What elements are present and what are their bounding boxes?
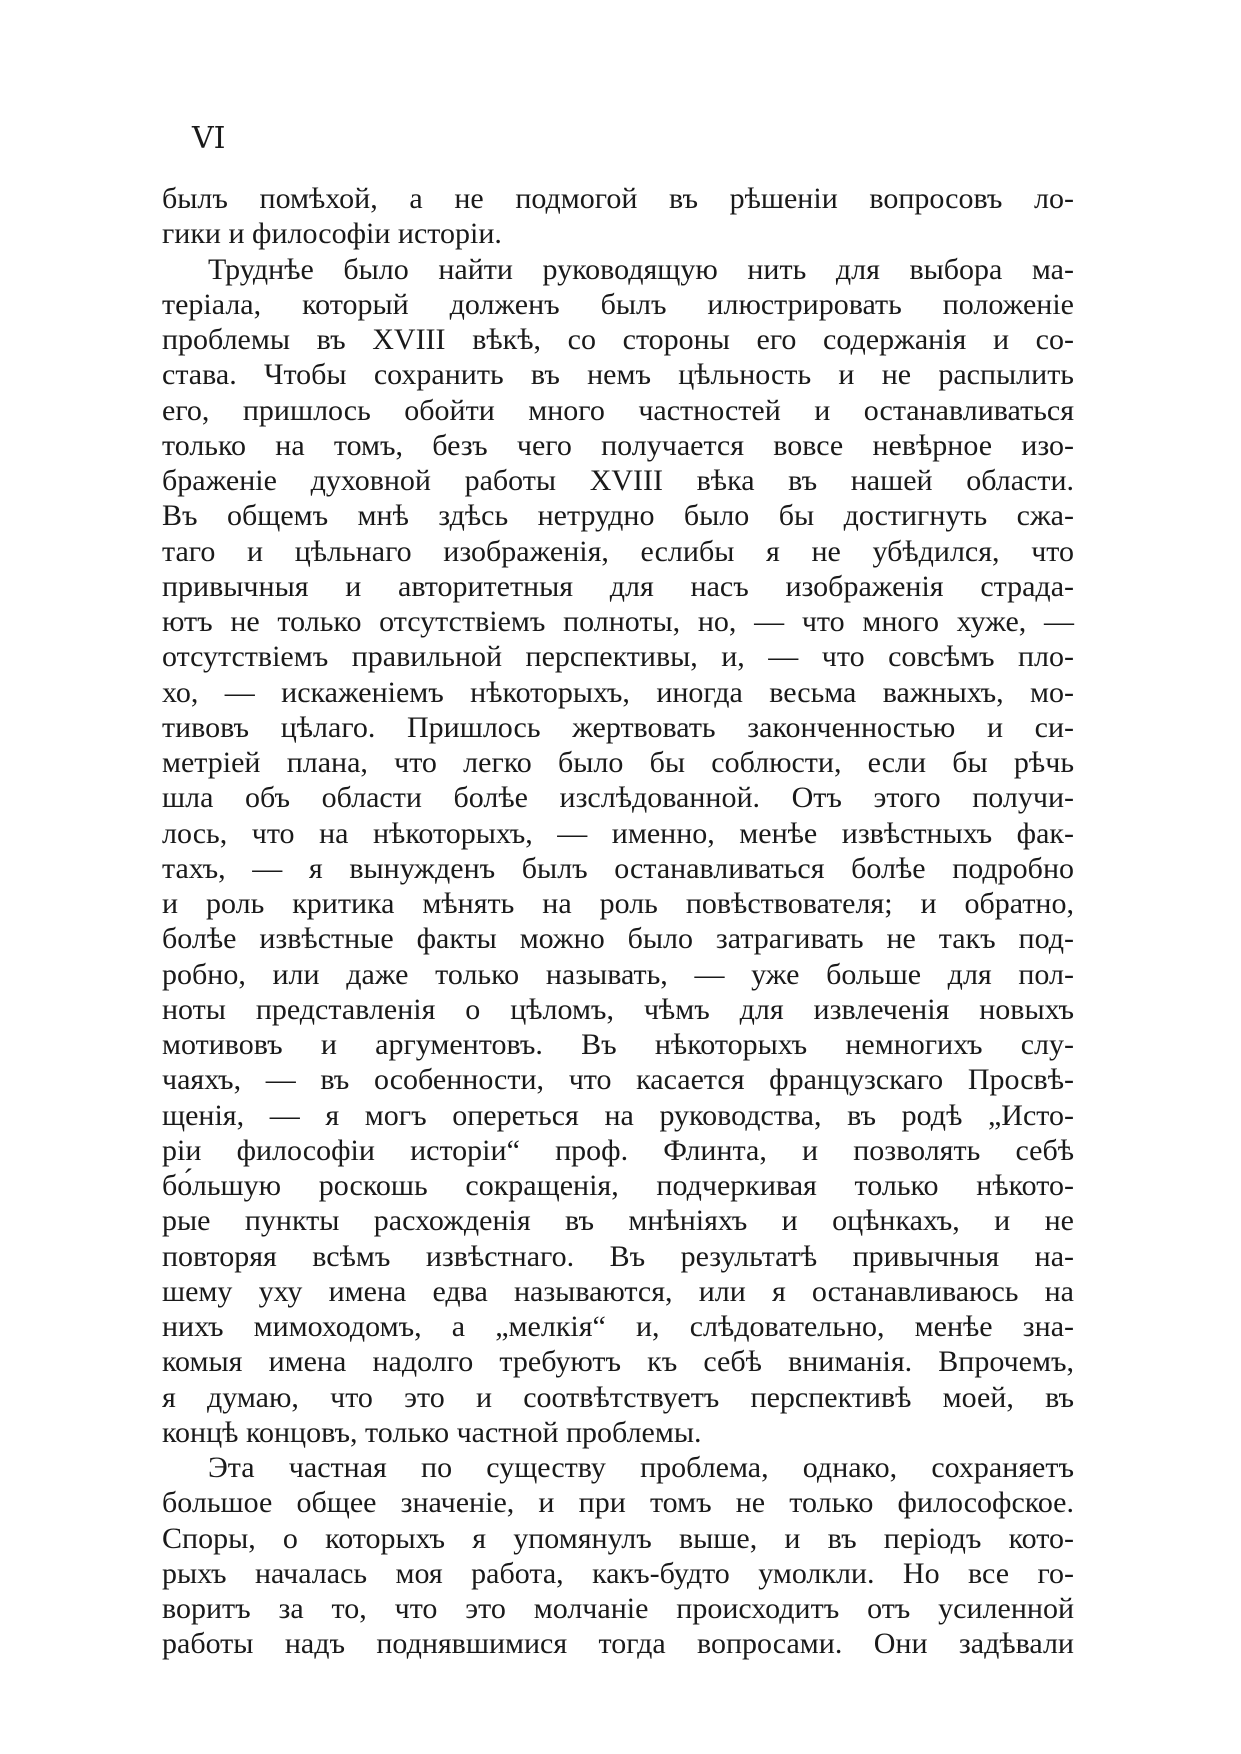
text-line: шему уху имена едва называются, или я останавливаюсь на: [162, 1274, 1074, 1308]
text-line: ноты представленія о цѣломъ, чѣмъ для извлеченія новыхъ: [162, 992, 1074, 1026]
body-text: [162, 181, 1074, 1662]
text-line: Труднѣе было найти руководящую нить для выбора ма-: [208, 252, 1074, 286]
text-line: я думаю, что это и соотвѣтствуетъ перспективѣ моей, въ: [162, 1380, 1074, 1414]
text-line: ріи философіи исторіи“ проф. Флинта, и позволять себѣ: [162, 1133, 1074, 1167]
text-line: повторяя всѣмъ извѣстнаго. Въ результатѣ привычныя на-: [162, 1239, 1074, 1273]
text-line: отсутствіемъ правильной перспективы, и, — что совсѣмъ пло-: [162, 640, 1074, 674]
text-line: става. Чтобы сохранить въ немъ цѣльность и не распылить: [162, 358, 1074, 392]
text-line: Эта частная по существу проблема, однако, сохраняетъ: [208, 1451, 1074, 1484]
text-line: чаяхъ, — въ особенности, что касается французскаго Просвѣ-: [162, 1063, 1074, 1097]
text-line: тивовъ цѣлаго. Пришлось жертвовать законченностью и си-: [162, 710, 1074, 744]
text-line: хо, — искаженіемъ нѣкоторыхъ, иногда весьма важныхъ, мо-: [162, 675, 1074, 709]
text-line: его, пришлось обойти много частностей и останавливаться: [162, 393, 1074, 427]
text-line: мотивовъ и аргументовъ. Въ нѣкоторыхъ немногихъ слу-: [162, 1028, 1074, 1061]
text-line: концѣ концовъ, только частной проблемы.: [162, 1415, 702, 1449]
text-line: браженіе духовной работы XVIII вѣка въ нашей области.: [162, 464, 1074, 497]
text-line: гики и философіи исторіи.: [162, 217, 502, 251]
page-number: VI: [192, 121, 226, 156]
text-line: лось, что на нѣкоторыхъ, — именно, менѣе извѣстныхъ фак-: [162, 816, 1074, 850]
text-line: проблемы въ XVIII вѣкѣ, со стороны его содержанія и со-: [162, 323, 1074, 356]
text-line: рые пункты расхожденія въ мнѣніяхъ и оцѣнкахъ, и не: [162, 1204, 1074, 1238]
text-line: большое общее значеніе, и при томъ не только философское.: [162, 1486, 1074, 1520]
text-line: щенія, — я могъ опереться на руководства, въ родѣ „Исто-: [162, 1098, 1074, 1132]
text-line: ютъ не только отсутствіемъ полноты, но, — что много хуже, —: [162, 605, 1074, 638]
text-line: и роль критика мѣнять на роль повѣствователя; и обратно,: [162, 887, 1074, 920]
text-line: былъ помѣхой, а не подмогой въ рѣшеніи вопросовъ ло-: [162, 182, 1074, 215]
text-line: воритъ за то, что это молчаніе происходитъ отъ усиленной: [162, 1592, 1074, 1625]
text-line: болѣе извѣстные факты можно было затрагивать не такъ под-: [162, 922, 1074, 956]
text-line: Въ общемъ мнѣ здѣсь нетрудно было бы достигнуть сжа-: [162, 499, 1074, 533]
text-line: рыхъ началась моя работа, какъ-будто умолкли. Но все го-: [162, 1556, 1074, 1590]
text-line: тахъ, — я вынужденъ былъ останавливаться болѣе подробно: [162, 851, 1074, 885]
text-line: теріала, который долженъ былъ илюстрировать положеніе: [162, 287, 1074, 321]
text-line: только на томъ, безъ чего получается вовсе невѣрное изо-: [162, 428, 1074, 462]
text-line: шла объ области болѣе изслѣдованной. Отъ этого получи-: [162, 781, 1074, 815]
text-line: робно, или даже только называть, — уже больше для пол-: [162, 957, 1074, 991]
text-line: комыя имена надолго требуютъ къ себѣ вниманія. Впрочемъ,: [162, 1345, 1074, 1379]
text-line: работы надъ поднявшимися тогда вопросами. Они задѣвали: [162, 1627, 1074, 1661]
text-line: Споры, о которыхъ я упомянулъ выше, и въ періодъ кото-: [162, 1521, 1074, 1555]
text-line: бо́льшую роскошь сокращенія, подчеркивая только нѣкото-: [162, 1169, 1074, 1202]
text-line: таго и цѣльнаго изображенія, еслибы я не убѣдился, что: [162, 534, 1074, 568]
text-line: нихъ мимоходомъ, а „мелкія“ и, слѣдовательно, менѣе зна-: [162, 1310, 1074, 1343]
text-line: привычныя и авторитетныя для насъ изображенія страда-: [162, 569, 1074, 603]
text-line: метріей плана, что легко было бы соблюсти, если бы рѣчь: [162, 746, 1074, 779]
